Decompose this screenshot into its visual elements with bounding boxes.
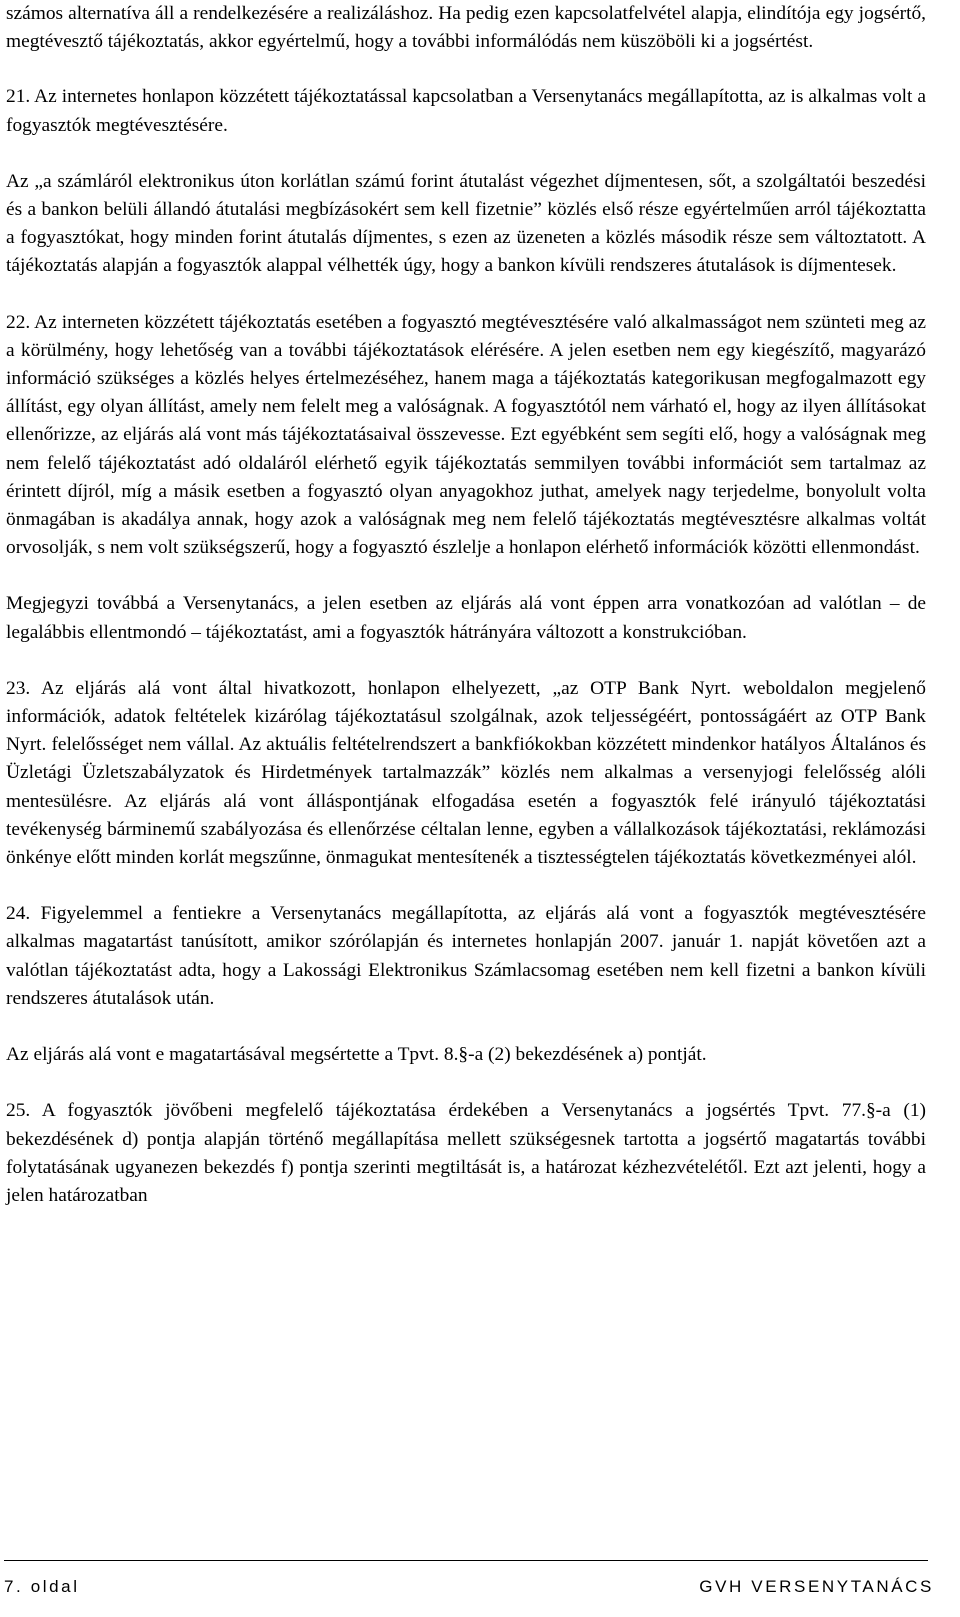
paragraph-25: 25. A fogyasztók jövőbeni megfelelő tájékoztatása érdekében a Versenytanács a jogsértés Tpvt. 77.§-a (1) bekezdésének d) pontja alapján történő megállapítása mellett szükségesnek tartotta a jogsértő magatartás további folytatásának ugyanezen bekezdés f) pontja szerinti megtiltását is, a határozat kézhezvételétől. Ezt azt jelenti, hogy a jelen határozatban xyxy=(6,1100,926,1206)
paragraph-24: 24. Figyelemmel a fentiekre a Versenytanács megállapította, az eljárás alá vont a fogyasztók megtévesztésére alkalmas magatartást tanúsított, amikor szórólapján és internetes honlapján 2007. január 1. napját követően azt a valótlan tájékoztatást adta, hogy a Lakossági Elektronikus Számlacsomag esetében nem kell fizetni a bankon kívüli rendszeres átutalások után. xyxy=(6,903,926,1009)
footer-rule xyxy=(4,1560,928,1561)
page-number: 7. oldal xyxy=(4,1577,80,1596)
paragraph-21-quote: Az „a számláról elektronikus úton korlátlan számú forint átutalást végezhet díjmentesen, sőt, a szolgáltatói beszedési és a bankon belüli állandó átutalási megbízásokért sem kell fizetnie” közlés első része egyértelműen arról tájékoztatta a fogyasztókat, hogy minden forint átutalás díjmentes, s ezen az üzeneten a közlés második része sem változtatott. A tájékoztatás alapján a fogyasztók alappal vélhették úgy, hogy a bankon kívüli rendszeres átutalások is díjmentesek. xyxy=(6,170,926,277)
paragraph-continuation: számos alternatíva áll a rendelkezésére a realizáláshoz. Ha pedig ezen kapcsolatfelvétel alapja, elindítója egy jogsértő, megtévesztő tájékoztatás, akkor egyértelmű, hogy a további informálódás nem küszöböli ki a jogsértést. xyxy=(6,3,926,53)
paragraph-21: 21. Az internetes honlapon közzétett tájékoztatással kapcsolatban a Versenytanács megállapította, az is alkalmas volt a fogyasztók megtévesztésére. xyxy=(6,86,926,136)
document-body xyxy=(6,0,926,1210)
paragraph-24-conclusion: Az eljárás alá vont e magatartásával megsértette a Tpvt. 8.§-a (2) bekezdésének a) pontját. xyxy=(6,1044,707,1066)
paragraph-23: 23. Az eljárás alá vont által hivatkozott, honlapon elhelyezett, „az OTP Bank Nyrt. weboldalon megjelenő információk, adatok feltételek kizárólag tájékoztatásul szolgálnak, azok teljességéért, pontosságáért az OTP Bank Nyrt. felelősséget nem vállal. Az aktuális feltételrendszert a bankfiókokban közzétett mindenkor hatályos Általános és Üzletági Üzletszabályzatok és Hirdetmények tartalmazzák” közlés nem alkalmas a versenyjogi felelősség alóli mentesülésre. Az eljárás alá vont álláspontjának elfogadása esetén a fogyasztók felé irányuló tájékoztatási tevékenység bárminemű szabályozása és ellenőrzése céltalan lenne, egyben a vállalkozások tájékoztatási, reklámozási önkénye előtt minden korlát megszűnne, önmagukat mentesítenék a tisztességtelen tájékoztatás következményei alól. xyxy=(6,677,926,869)
paragraph-22: 22. Az interneten közzétett tájékoztatás esetében a fogyasztó megtévesztésére való alkalmasságot nem szünteti meg az a körülmény, hogy lehetőség van a további tájékoztatások elérésére. A jelen esetben nem egy kiegészítő, magyarázó információ szükséges a közlés helyes értelmezéséhez, hanem maga a tájékoztatás kategorikusan megfogalmazott egy állítást, egy olyan állítást, amely nem felelt meg a valóságnak. A fogyasztótól nem várható el, hogy az ilyen állításokat ellenőrizze, az eljárás alá vont más tájékoztatásaival összevesse. Ezt egyébként sem segíti elő, hogy a valóságnak meg nem felelő tájékoztatást adó oldaláról elérhető egyik tájékoztatás semmilyen további információt sem tartalmaz az érintett díjról, míg a másik esetben a fogyasztó olyan anyagokhoz juthat, amelyek nagy terjedelme, bonyolult volta önmagában is akadálya annak, hogy azok a valóságnak meg nem felelő tájékoztatás megtévesztésre alkalmas voltát orvosolják, s nem volt szükségszerű, hogy a fogyasztó észlelje a honlapon elérhető információk közötti ellenmondást. xyxy=(6,311,926,559)
paragraph-22-note: Megjegyzi továbbá a Versenytanács, a jelen esetben az eljárás alá vont éppen arra vonatkozóan ad valótlan – de legalábbis ellentmondó – tájékoztatást, ami a fogyasztók hátrányára változott a konstrukcióban. xyxy=(6,593,926,643)
footer-organization: GVH VERSENYTANÁCS xyxy=(699,1577,934,1596)
